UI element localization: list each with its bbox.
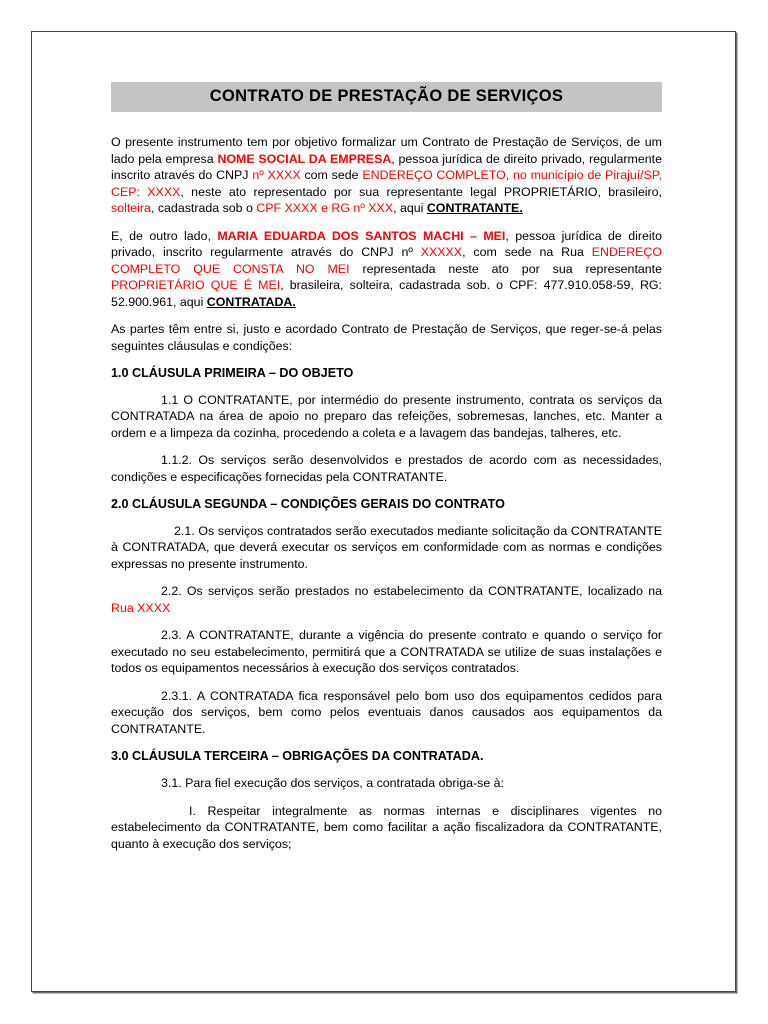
preamble-p1-text-2: , pessoa jurídica de direito privado, regularmente inscrito através do CNPJ (111, 151, 662, 182)
document-page (31, 31, 736, 992)
clause-2-item-2-2 (111, 583, 662, 616)
clause-2-item-2-3-1: 2.3.1. A CONTRATADA fica responsável pelo bom uso dos equipamentos cedidos para execução dos serviços, bem como pelos eventuais danos causados aos equipamentos da CONTRATANTE. (111, 688, 662, 736)
preamble-paragraph-1 (111, 134, 662, 217)
contratante-documents: CPF XXXX e RG nº XXX (256, 201, 394, 215)
preamble-p1-text-5: , cadastrada sob o (150, 201, 257, 215)
preamble-p2-text-2: , pessoa jurídica de direito privado, inscrito regularmente através do CNPJ nº (111, 228, 662, 259)
preamble-p2-text-4: representada neste ato por sua representante (349, 261, 663, 276)
preamble-p1-text-1: O presente instrumento tem por objetivo formalizar um Contrato de Prestação de Serviços, de um lado pela empresa (111, 135, 662, 166)
clause-3-item-3-1: 3.1. Para fiel execução dos serviços, a contratada obriga-se à: (161, 776, 504, 791)
preamble-p1-text-6: , aqui (393, 201, 427, 215)
clause-2-item-2-1: 2.1. Os serviços contratados serão executados mediante solicitação da CONTRATANTE à CONTRATADA, que deverá executar os serviços em conformidade com as normas e condições expressas no presente instrumento. (111, 523, 662, 571)
contratante-address: ENDEREÇO COMPLETO, no município de Pirajuí/SP, CEP: XXXX (111, 168, 662, 199)
preamble-paragraph-2 (111, 228, 662, 311)
contratada-company-name: MARIA EDUARDA DOS SANTOS MACHI – MEI (217, 228, 506, 243)
contratada-representative: PROPRIETÁRIO QUE É MEI (111, 278, 281, 292)
document-title-banner (111, 82, 662, 112)
clause-3-heading: 3.0 CLÁUSULA TERCEIRA – OBRIGAÇÕES DA CONTRATADA. (111, 749, 484, 764)
contratada-address: ENDEREÇO COMPLETO QUE CONSTA NO MEI (111, 245, 662, 276)
preamble-p2-text-5: , brasileira, solteira, cadastrada sob. o CPF: 477.910.058-59, RG: 52.900.961, aqui (111, 278, 662, 309)
preamble-p1-text-4: , neste ato representado por sua representante legal PROPRIETÁRIO, brasileiro, (180, 184, 663, 199)
preamble-paragraph-3: As partes têm entre si, justo e acordado Contrato de Prestação de Serviços, que reger-se-á pelas seguintes cláusulas e condições: (111, 322, 662, 353)
contratada-party-label: CONTRATADA. (206, 294, 296, 309)
preamble-p1-text-3: com sede (300, 168, 363, 182)
contratante-company-name: NOME SOCIAL DA EMPRESA (217, 151, 392, 166)
preamble-p2-text-1: E, de outro lado, (111, 228, 218, 243)
preamble-p2-text-3: , com sede na Rua (462, 245, 592, 259)
clause-3-item-roman-i: I. Respeitar integralmente as normas internas e disciplinares vigentes no estabelecimento da CONTRATANTE, bem como facilitar a ação fiscalizadora da CONTRATANTE, quanto à execução dos serviços; (111, 803, 662, 851)
contratante-party-label: CONTRATANTE. (426, 201, 523, 215)
contratante-cnpj: nº XXXX (252, 168, 301, 182)
clause-1-heading: 1.0 CLÁUSULA PRIMEIRA – DO OBJETO (111, 366, 354, 380)
clause-1-item-1-1: 1.1 O CONTRATANTE, por intermédio do presente instrumento, contrata os serviços da CONTRATADA na área de apoio no preparo das refeições, sobremesas, lanches, etc. Manter a ordem e a limpeza da cozinha, procedendo a coleta e a lavagem das bandejas, talheres, etc. (111, 392, 662, 440)
document-content (111, 82, 662, 863)
clause-1-item-1-1-2: 1.1.2. Os serviços serão desenvolvidos e prestados de acordo com as necessidades, condições e especificações fornecidas pela CONTRATANTE. (111, 453, 662, 484)
contratante-marital-status: solteira (111, 201, 151, 215)
clause-2-item-2-3: 2.3. A CONTRATANTE, durante a vigência do presente contrato e quando o serviço for executado no seu estabelecimento, permitirá que a CONTRATADA se utilize de suas instalações e todos os equipamentos necessários à execução dos serviços contratados. (111, 628, 662, 676)
contratada-cnpj: XXXXX (420, 245, 463, 259)
clause-2-item-2-2-location: Rua XXXX (111, 600, 171, 615)
clause-2-item-2-2-text: 2.2. Os serviços serão prestados no estabelecimento da CONTRATANTE, localizado na (161, 584, 662, 599)
page-title: CONTRATO DE PRESTAÇÃO DE SERVIÇOS (209, 87, 564, 105)
clause-2-heading: 2.0 CLÁUSULA SEGUNDA – CONDIÇÕES GERAIS DO CONTRATO (111, 497, 505, 512)
